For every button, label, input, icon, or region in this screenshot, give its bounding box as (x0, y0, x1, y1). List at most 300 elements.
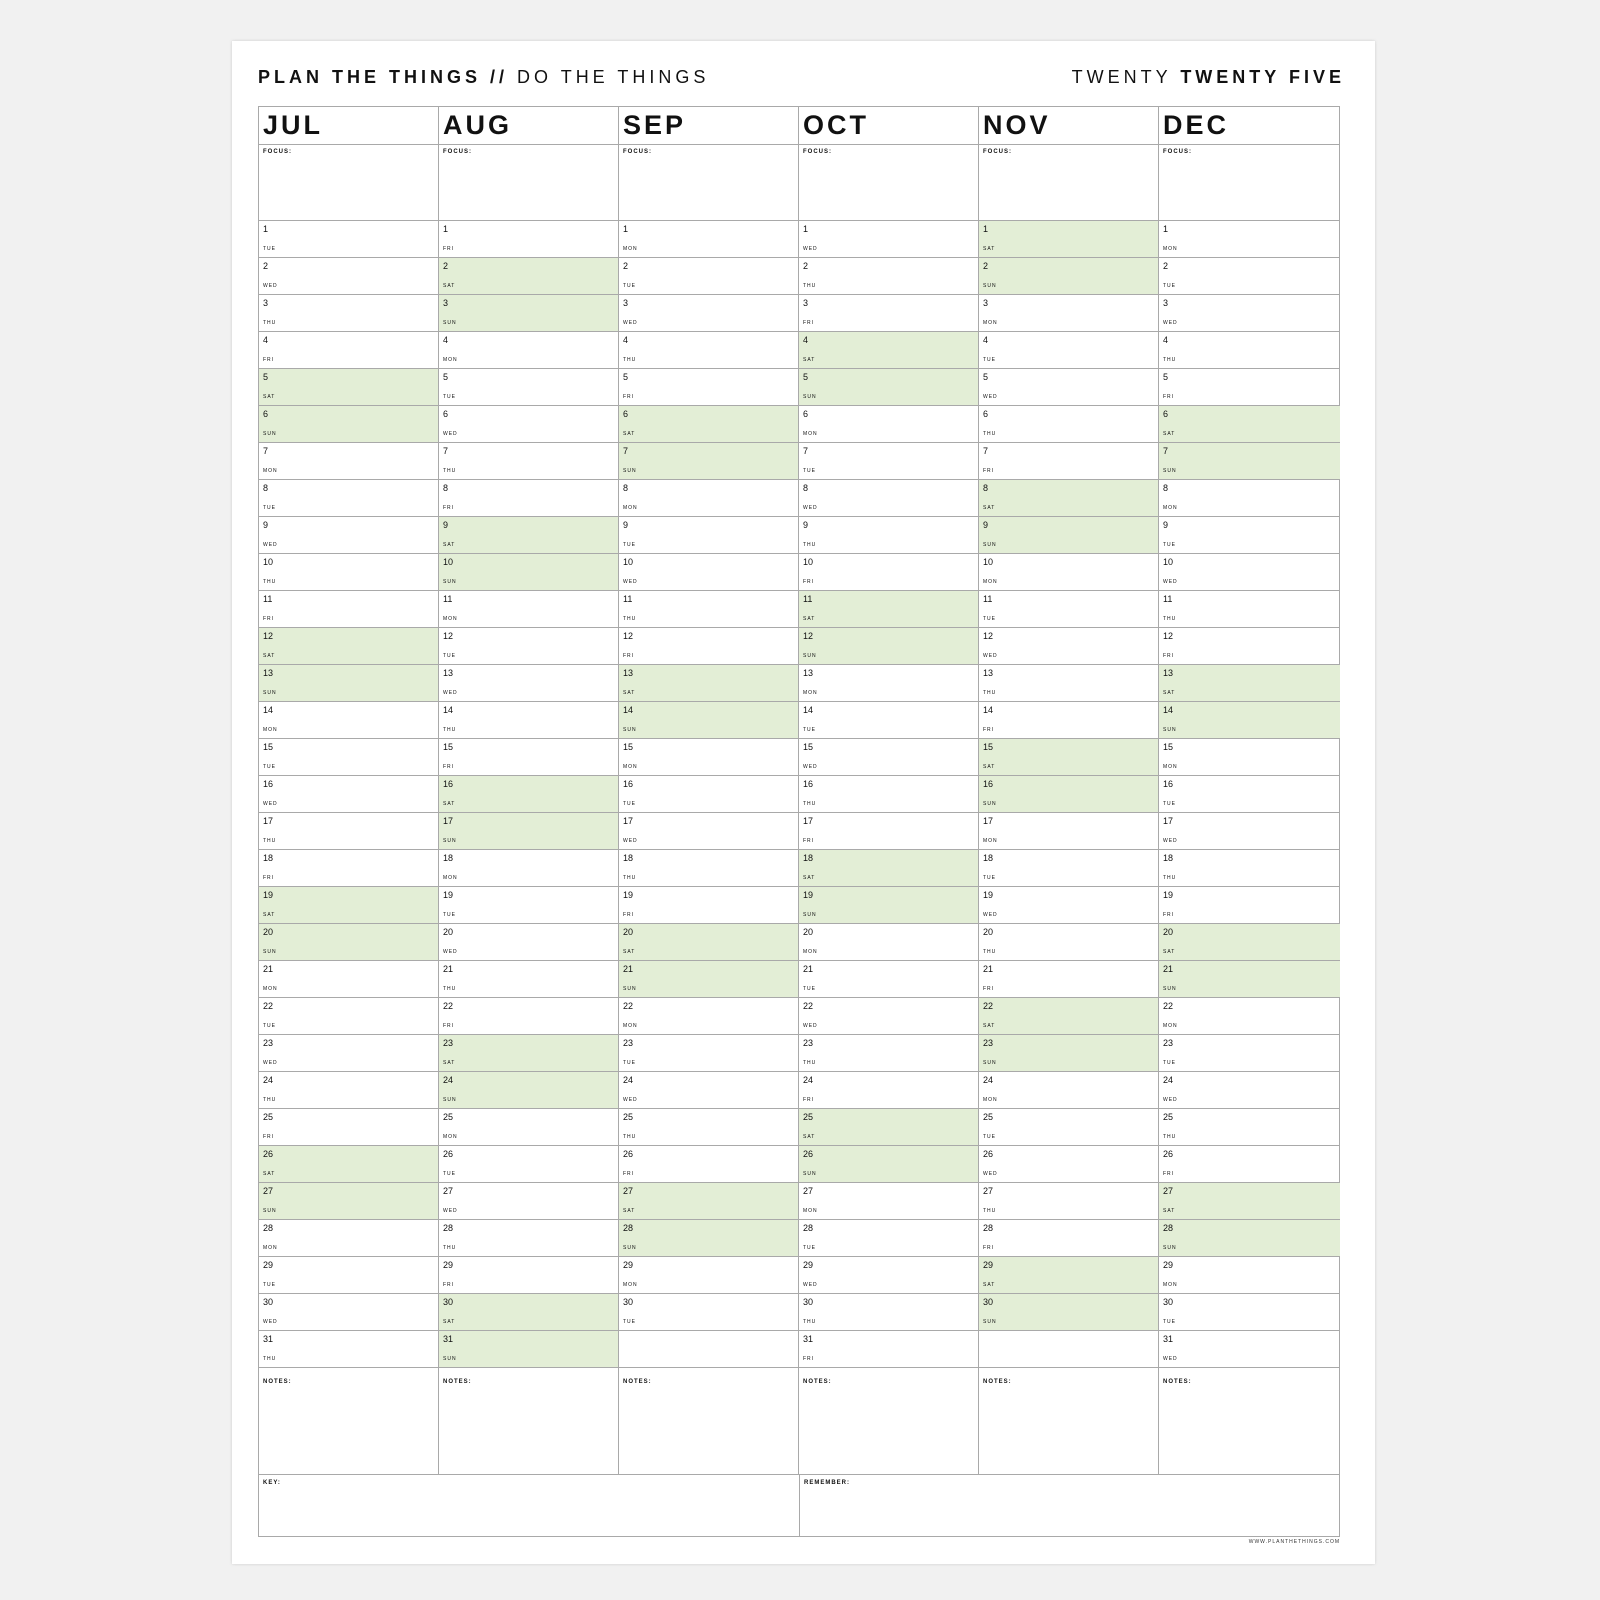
weekday-label: WED (623, 320, 638, 326)
day-cell[interactable] (619, 850, 798, 887)
day-cell[interactable] (979, 924, 1158, 961)
day-number: 13 (443, 668, 454, 678)
weekday-label: SUN (443, 579, 457, 585)
focus-label: FOCUS: (1163, 149, 1192, 155)
day-cell[interactable] (619, 591, 798, 628)
day-cell[interactable] (259, 1146, 438, 1183)
day-cell[interactable] (1159, 702, 1340, 739)
day-number: 22 (623, 1001, 634, 1011)
day-number: 27 (803, 1186, 814, 1196)
day-cell[interactable] (979, 554, 1158, 591)
day-cell[interactable] (439, 628, 618, 665)
day-cell[interactable] (979, 221, 1158, 258)
day-cell[interactable] (439, 1220, 618, 1257)
weekday-label: MON (1163, 1282, 1178, 1288)
day-number: 29 (1163, 1260, 1174, 1270)
day-cell[interactable] (259, 480, 438, 517)
day-cell[interactable] (799, 924, 978, 961)
weekday-label: WED (263, 283, 278, 289)
day-cell[interactable] (1159, 1183, 1340, 1220)
day-cell[interactable] (439, 813, 618, 850)
day-cell[interactable] (259, 1220, 438, 1257)
day-number: 26 (263, 1149, 274, 1159)
day-number: 5 (983, 372, 989, 382)
day-cell[interactable] (979, 1072, 1158, 1109)
weekday-label: THU (623, 875, 637, 881)
day-cell[interactable] (439, 998, 618, 1035)
day-number: 16 (623, 779, 634, 789)
day-cell[interactable] (619, 887, 798, 924)
day-cell[interactable] (619, 776, 798, 813)
day-number: 24 (983, 1075, 994, 1085)
day-cell[interactable] (979, 850, 1158, 887)
day-cell[interactable] (979, 702, 1158, 739)
day-cell[interactable] (979, 1257, 1158, 1294)
day-cell[interactable] (1159, 517, 1340, 554)
day-number: 14 (623, 705, 634, 715)
day-number: 25 (443, 1112, 454, 1122)
day-number: 17 (1163, 816, 1174, 826)
day-cell[interactable] (1159, 887, 1340, 924)
day-cell[interactable] (979, 480, 1158, 517)
day-cell[interactable] (439, 1183, 618, 1220)
day-cell[interactable] (979, 1220, 1158, 1257)
day-cell[interactable] (1159, 813, 1340, 850)
day-number: 7 (443, 446, 449, 456)
weekday-label: MON (1163, 246, 1178, 252)
empty-day-cell[interactable] (979, 1331, 1158, 1368)
day-number: 1 (1163, 224, 1169, 234)
day-cell[interactable] (259, 443, 438, 480)
day-list (439, 221, 618, 1368)
day-number: 2 (803, 261, 809, 271)
weekday-label: SAT (443, 801, 456, 807)
weekday-label: SAT (263, 912, 276, 918)
day-cell[interactable] (439, 332, 618, 369)
day-cell[interactable] (619, 295, 798, 332)
weekday-label: SUN (1163, 1245, 1177, 1251)
weekday-label: THU (803, 801, 817, 807)
day-cell[interactable] (799, 1183, 978, 1220)
day-cell[interactable] (799, 517, 978, 554)
day-cell[interactable] (439, 406, 618, 443)
day-cell[interactable] (799, 221, 978, 258)
day-cell[interactable] (259, 776, 438, 813)
weekday-label: SUN (623, 727, 637, 733)
day-cell[interactable] (439, 443, 618, 480)
day-cell[interactable] (439, 1331, 618, 1368)
day-cell[interactable] (1159, 739, 1340, 776)
day-number: 10 (803, 557, 814, 567)
day-number: 6 (623, 409, 629, 419)
day-cell[interactable] (799, 1331, 978, 1368)
weekday-label: THU (263, 579, 277, 585)
day-number: 5 (263, 372, 269, 382)
day-cell[interactable] (259, 1109, 438, 1146)
day-cell[interactable] (259, 739, 438, 776)
day-cell[interactable] (259, 258, 438, 295)
day-cell[interactable] (1159, 1072, 1340, 1109)
day-cell[interactable] (259, 591, 438, 628)
day-number: 3 (263, 298, 269, 308)
weekday-label: WED (803, 1282, 818, 1288)
day-cell[interactable] (979, 591, 1158, 628)
day-cell[interactable] (619, 480, 798, 517)
day-number: 12 (443, 631, 454, 641)
day-cell[interactable] (1159, 1220, 1340, 1257)
weekday-label: TUE (803, 468, 816, 474)
day-number: 22 (803, 1001, 814, 1011)
day-cell[interactable] (1159, 480, 1340, 517)
day-cell[interactable] (439, 961, 618, 998)
day-cell[interactable] (439, 1109, 618, 1146)
day-cell[interactable] (259, 628, 438, 665)
day-cell[interactable] (799, 1257, 978, 1294)
day-cell[interactable] (1159, 369, 1340, 406)
weekday-label: SUN (623, 1245, 637, 1251)
day-number: 29 (623, 1260, 634, 1270)
day-cell[interactable] (259, 295, 438, 332)
day-cell[interactable] (799, 628, 978, 665)
day-cell[interactable] (619, 961, 798, 998)
day-cell[interactable] (259, 517, 438, 554)
day-cell[interactable] (1159, 591, 1340, 628)
day-cell[interactable] (979, 1146, 1158, 1183)
weekday-label: THU (983, 690, 997, 696)
day-cell[interactable] (439, 887, 618, 924)
day-cell[interactable] (259, 1072, 438, 1109)
day-number: 7 (1163, 446, 1169, 456)
weekday-label: MON (983, 320, 998, 326)
weekday-label: FRI (443, 1282, 455, 1288)
weekday-label: MON (623, 505, 638, 511)
day-cell[interactable] (259, 998, 438, 1035)
weekday-label: TUE (623, 801, 636, 807)
weekday-label: FRI (1163, 1171, 1175, 1177)
day-number: 13 (803, 668, 814, 678)
day-cell[interactable] (979, 369, 1158, 406)
day-cell[interactable] (799, 1072, 978, 1109)
day-cell[interactable] (799, 776, 978, 813)
month-column-nov (979, 107, 1159, 1474)
day-number: 27 (623, 1186, 634, 1196)
day-cell[interactable] (439, 739, 618, 776)
day-cell[interactable] (979, 665, 1158, 702)
day-number: 15 (803, 742, 814, 752)
weekday-label: FRI (983, 986, 995, 992)
day-cell[interactable] (619, 813, 798, 850)
day-number: 12 (983, 631, 994, 641)
weekday-label: FRI (443, 505, 455, 511)
weekday-label: TUE (623, 542, 636, 548)
day-cell[interactable] (619, 924, 798, 961)
day-cell[interactable] (979, 1109, 1158, 1146)
focus-label: FOCUS: (443, 149, 472, 155)
weekday-label: SUN (263, 949, 277, 955)
day-cell[interactable] (1159, 258, 1340, 295)
day-number: 27 (983, 1186, 994, 1196)
day-cell[interactable] (799, 887, 978, 924)
day-cell[interactable] (1159, 1035, 1340, 1072)
day-cell[interactable] (619, 1183, 798, 1220)
day-cell[interactable] (259, 702, 438, 739)
day-cell[interactable] (799, 332, 978, 369)
day-cell[interactable] (619, 554, 798, 591)
weekday-label: SUN (443, 1356, 457, 1362)
day-cell[interactable] (799, 961, 978, 998)
weekday-label: TUE (803, 986, 816, 992)
weekday-label: MON (983, 579, 998, 585)
weekday-label: FRI (803, 579, 815, 585)
day-number: 21 (983, 964, 994, 974)
day-cell[interactable] (1159, 998, 1340, 1035)
day-cell[interactable] (799, 1220, 978, 1257)
weekday-label: MON (263, 468, 278, 474)
day-number: 24 (1163, 1075, 1174, 1085)
day-cell[interactable] (619, 628, 798, 665)
planner-year (1072, 67, 1345, 88)
day-cell[interactable] (259, 961, 438, 998)
weekday-label: SAT (983, 1282, 996, 1288)
weekday-label: SUN (443, 838, 457, 844)
weekday-label: SAT (623, 431, 636, 437)
empty-day-cell[interactable] (619, 1331, 798, 1368)
day-number: 24 (623, 1075, 634, 1085)
day-cell[interactable] (979, 1035, 1158, 1072)
day-number: 8 (623, 483, 629, 493)
day-cell[interactable] (1159, 1331, 1340, 1368)
day-cell[interactable] (799, 1035, 978, 1072)
day-cell[interactable] (259, 221, 438, 258)
weekday-label: TUE (803, 1245, 816, 1251)
day-number: 3 (443, 298, 449, 308)
day-cell[interactable] (799, 295, 978, 332)
day-cell[interactable] (1159, 628, 1340, 665)
day-number: 21 (443, 964, 454, 974)
day-cell[interactable] (1159, 776, 1340, 813)
day-number: 10 (443, 557, 454, 567)
notes-label: NOTES: (803, 1379, 832, 1385)
day-number: 31 (1163, 1334, 1174, 1344)
weekday-label: WED (803, 505, 818, 511)
day-cell[interactable] (1159, 665, 1340, 702)
day-cell[interactable] (259, 1035, 438, 1072)
weekday-label: SUN (1163, 468, 1177, 474)
day-number: 25 (1163, 1112, 1174, 1122)
day-number: 16 (1163, 779, 1174, 789)
day-cell[interactable] (619, 1146, 798, 1183)
day-cell[interactable] (619, 665, 798, 702)
day-cell[interactable] (439, 221, 618, 258)
day-cell[interactable] (619, 517, 798, 554)
day-number: 18 (803, 853, 814, 863)
day-cell[interactable] (439, 1294, 618, 1331)
day-cell[interactable] (259, 850, 438, 887)
day-number: 30 (263, 1297, 274, 1307)
day-cell[interactable] (619, 1109, 798, 1146)
day-cell[interactable] (259, 332, 438, 369)
day-cell[interactable] (979, 998, 1158, 1035)
weekday-label: SUN (443, 1097, 457, 1103)
day-cell[interactable] (259, 1294, 438, 1331)
day-cell[interactable] (439, 1257, 618, 1294)
day-cell[interactable] (979, 813, 1158, 850)
weekday-label: MON (443, 875, 458, 881)
day-cell[interactable] (439, 924, 618, 961)
day-cell[interactable] (979, 406, 1158, 443)
day-cell[interactable] (979, 887, 1158, 924)
day-number: 29 (263, 1260, 274, 1270)
day-cell[interactable] (619, 258, 798, 295)
weekday-label: SUN (1163, 986, 1177, 992)
day-cell[interactable] (619, 1220, 798, 1257)
weekday-label: SUN (803, 1171, 817, 1177)
day-cell[interactable] (1159, 924, 1340, 961)
day-number: 31 (263, 1334, 274, 1344)
day-cell[interactable] (619, 1257, 798, 1294)
day-cell[interactable] (619, 1072, 798, 1109)
day-cell[interactable] (1159, 1294, 1340, 1331)
day-number: 27 (443, 1186, 454, 1196)
day-cell[interactable] (1159, 1109, 1340, 1146)
weekday-label: MON (623, 1282, 638, 1288)
day-cell[interactable] (619, 998, 798, 1035)
day-cell[interactable] (1159, 295, 1340, 332)
day-number: 20 (803, 927, 814, 937)
key-label: KEY: (263, 1480, 281, 1486)
day-cell[interactable] (799, 369, 978, 406)
day-cell[interactable] (979, 1294, 1158, 1331)
day-cell[interactable] (439, 1146, 618, 1183)
day-number: 26 (443, 1149, 454, 1159)
day-cell[interactable] (439, 258, 618, 295)
day-number: 29 (803, 1260, 814, 1270)
day-cell[interactable] (799, 1146, 978, 1183)
weekday-label: SAT (443, 1319, 456, 1325)
day-cell[interactable] (979, 517, 1158, 554)
day-cell[interactable] (619, 443, 798, 480)
day-cell[interactable] (259, 924, 438, 961)
day-cell[interactable] (619, 221, 798, 258)
day-cell[interactable] (619, 702, 798, 739)
day-cell[interactable] (619, 739, 798, 776)
day-cell[interactable] (1159, 554, 1340, 591)
day-cell[interactable] (799, 1109, 978, 1146)
day-cell[interactable] (799, 406, 978, 443)
day-number: 24 (443, 1075, 454, 1085)
day-cell[interactable] (619, 332, 798, 369)
day-number: 8 (1163, 483, 1169, 493)
day-number: 27 (1163, 1186, 1174, 1196)
day-cell[interactable] (979, 443, 1158, 480)
day-number: 30 (1163, 1297, 1174, 1307)
day-number: 16 (983, 779, 994, 789)
day-cell[interactable] (799, 850, 978, 887)
day-cell[interactable] (1159, 406, 1340, 443)
day-cell[interactable] (1159, 1146, 1340, 1183)
weekday-label: SAT (1163, 690, 1176, 696)
day-cell[interactable] (259, 1331, 438, 1368)
day-cell[interactable] (979, 739, 1158, 776)
day-cell[interactable] (259, 887, 438, 924)
day-number: 28 (443, 1223, 454, 1233)
day-cell[interactable] (439, 850, 618, 887)
day-cell[interactable] (1159, 1257, 1340, 1294)
day-number: 18 (983, 853, 994, 863)
day-cell[interactable] (799, 554, 978, 591)
day-cell[interactable] (259, 1257, 438, 1294)
day-cell[interactable] (439, 776, 618, 813)
day-cell[interactable] (439, 1035, 618, 1072)
day-cell[interactable] (799, 443, 978, 480)
day-cell[interactable] (619, 406, 798, 443)
day-cell[interactable] (439, 554, 618, 591)
day-cell[interactable] (619, 369, 798, 406)
day-cell[interactable] (439, 665, 618, 702)
day-cell[interactable] (439, 1072, 618, 1109)
day-cell[interactable] (619, 1294, 798, 1331)
day-cell[interactable] (1159, 332, 1340, 369)
day-cell[interactable] (799, 591, 978, 628)
day-cell[interactable] (979, 776, 1158, 813)
day-list (799, 221, 978, 1368)
day-cell[interactable] (799, 258, 978, 295)
day-cell[interactable] (1159, 961, 1340, 998)
day-cell[interactable] (439, 591, 618, 628)
day-cell[interactable] (799, 702, 978, 739)
day-cell[interactable] (979, 1183, 1158, 1220)
weekday-label: WED (443, 1208, 458, 1214)
day-cell[interactable] (979, 628, 1158, 665)
website-url: WWW.PLANTHETHINGS.COM (1248, 1539, 1340, 1545)
day-cell[interactable] (259, 554, 438, 591)
day-cell[interactable] (259, 813, 438, 850)
day-cell[interactable] (979, 258, 1158, 295)
day-number: 11 (983, 594, 993, 604)
day-cell[interactable] (259, 1183, 438, 1220)
weekday-label: FRI (1163, 394, 1175, 400)
day-number: 28 (263, 1223, 274, 1233)
day-cell[interactable] (439, 295, 618, 332)
day-cell[interactable] (259, 665, 438, 702)
day-cell[interactable] (439, 369, 618, 406)
day-cell[interactable] (259, 369, 438, 406)
weekday-label: FRI (983, 727, 995, 733)
day-number: 30 (803, 1297, 814, 1307)
day-cell[interactable] (1159, 850, 1340, 887)
weekday-label: MON (803, 1208, 818, 1214)
day-cell[interactable] (259, 406, 438, 443)
day-cell[interactable] (1159, 221, 1340, 258)
day-cell[interactable] (799, 480, 978, 517)
day-cell[interactable] (799, 813, 978, 850)
day-cell[interactable] (439, 517, 618, 554)
day-cell[interactable] (799, 998, 978, 1035)
day-cell[interactable] (799, 1294, 978, 1331)
day-cell[interactable] (1159, 443, 1340, 480)
day-cell[interactable] (799, 665, 978, 702)
weekday-label: WED (1163, 579, 1178, 585)
day-cell[interactable] (979, 961, 1158, 998)
day-cell[interactable] (439, 480, 618, 517)
day-cell[interactable] (979, 295, 1158, 332)
day-cell[interactable] (619, 1035, 798, 1072)
day-cell[interactable] (439, 702, 618, 739)
day-number: 4 (263, 335, 269, 345)
day-cell[interactable] (799, 739, 978, 776)
day-number: 21 (263, 964, 274, 974)
day-cell[interactable] (979, 332, 1158, 369)
